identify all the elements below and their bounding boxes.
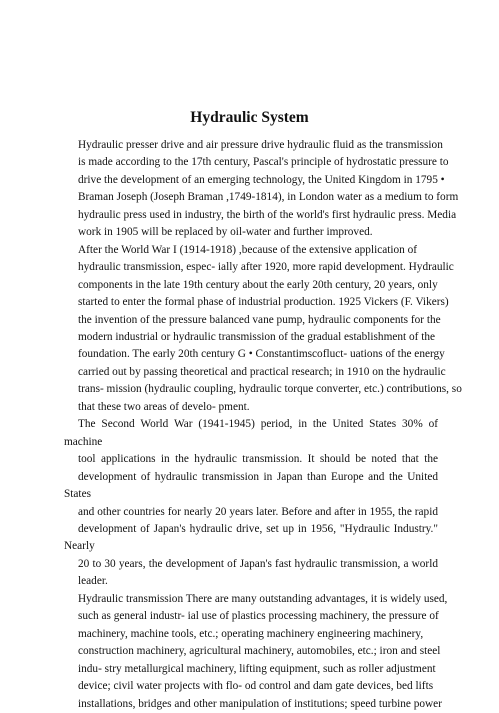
- text-line: After the World War I (1914-1918) ,because of the extensive application of: [78, 243, 418, 256]
- text-line: the invention of the pressure balanced vane pump, hydraulic components for the: [78, 313, 441, 326]
- text-line: components in the late 19th century about the early 20th century, 20 years, only: [78, 278, 438, 291]
- text-line: 20 to 30 years, the development of Japan's fast hydraulic transmission, a world: [78, 557, 438, 570]
- text-line: device; civil water projects with flo- od control and dam gate devices, bed lifts: [78, 680, 434, 693]
- paragraph: [64, 416, 438, 591]
- text-line: such as general industr- ial use of plastics processing machinery, the pressure of: [78, 610, 439, 623]
- text-line: indu- stry metallurgical machinery, lifting equipment, such as roller adjustment: [78, 662, 436, 675]
- text-line: machinery, machine tools, etc.; operating machinery engineering machinery,: [78, 627, 424, 640]
- text-line: hydraulic press used in industry, the birth of the world's first hydraulic press. Media: [78, 208, 457, 221]
- text-line: modern industrial or hydraulic transmission of the gradual establishment of the: [78, 330, 436, 343]
- text-line: foundation. The early 20th century G • Constantimscofluct- uations of the energy: [78, 348, 445, 361]
- text-line: The Second World War (1941-1945) period, in the United States 30% of machine: [64, 418, 438, 448]
- text-line: and other countries for nearly 20 years later. Before and after in 1955, the rapid: [78, 505, 438, 518]
- text-line: hydraulic transmission, espec- ially after 1920, more rapid development. Hydraulic: [78, 261, 454, 274]
- text-line: installations, bridges and other manipulation of institutions; speed turbine power: [78, 697, 442, 710]
- paragraph: [64, 137, 459, 242]
- text-line: carried out by passing theoretical and practical research; in 1910 on the hydraulic: [78, 365, 446, 378]
- text-line: development of hydraulic transmission in Japan than Europe and the United States: [64, 470, 438, 501]
- text-line: Hydraulic transmission There are many outstanding advantages, it is widely used,: [78, 592, 448, 605]
- text-line: Braman Joseph (Joseph Braman ,1749-1814), in London water as a medium to form: [78, 191, 459, 204]
- text-line: leader.: [78, 575, 108, 588]
- text-line: drive the development of an emerging technology, the United Kingdom in 1795 •: [78, 173, 445, 186]
- text-line: that these two areas of develo- pment.: [78, 400, 250, 413]
- document-title: Hydraulic System: [190, 109, 309, 126]
- text-line: work in 1905 will be replaced by oil-water and further improved.: [78, 226, 373, 239]
- paragraph: [64, 591, 448, 713]
- document-body: [64, 137, 462, 713]
- text-line: is made according to the 17th century, Pascal's principle of hydrostatic pressure to: [78, 156, 449, 169]
- paragraph: [64, 242, 462, 417]
- text-line: development of Japan's hydraulic drive, set up in 1956, "Hydraulic Industry." Nearly: [64, 522, 438, 553]
- text-line: started to enter the formal phase of industrial production. 1925 Vickers (F. Vikers): [78, 296, 449, 309]
- text-line: trans- mission (hydraulic coupling, hydraulic torque converter, etc.) contributions, so: [78, 383, 462, 396]
- text-line: tool applications in the hydraulic transmission. It should be noted that the: [78, 453, 438, 466]
- text-line: Hydraulic presser drive and air pressure drive hydraulic fluid as the transmission: [78, 139, 443, 151]
- text-line: construction machinery, agricultural machinery, automobiles, etc.; iron and steel: [78, 645, 441, 658]
